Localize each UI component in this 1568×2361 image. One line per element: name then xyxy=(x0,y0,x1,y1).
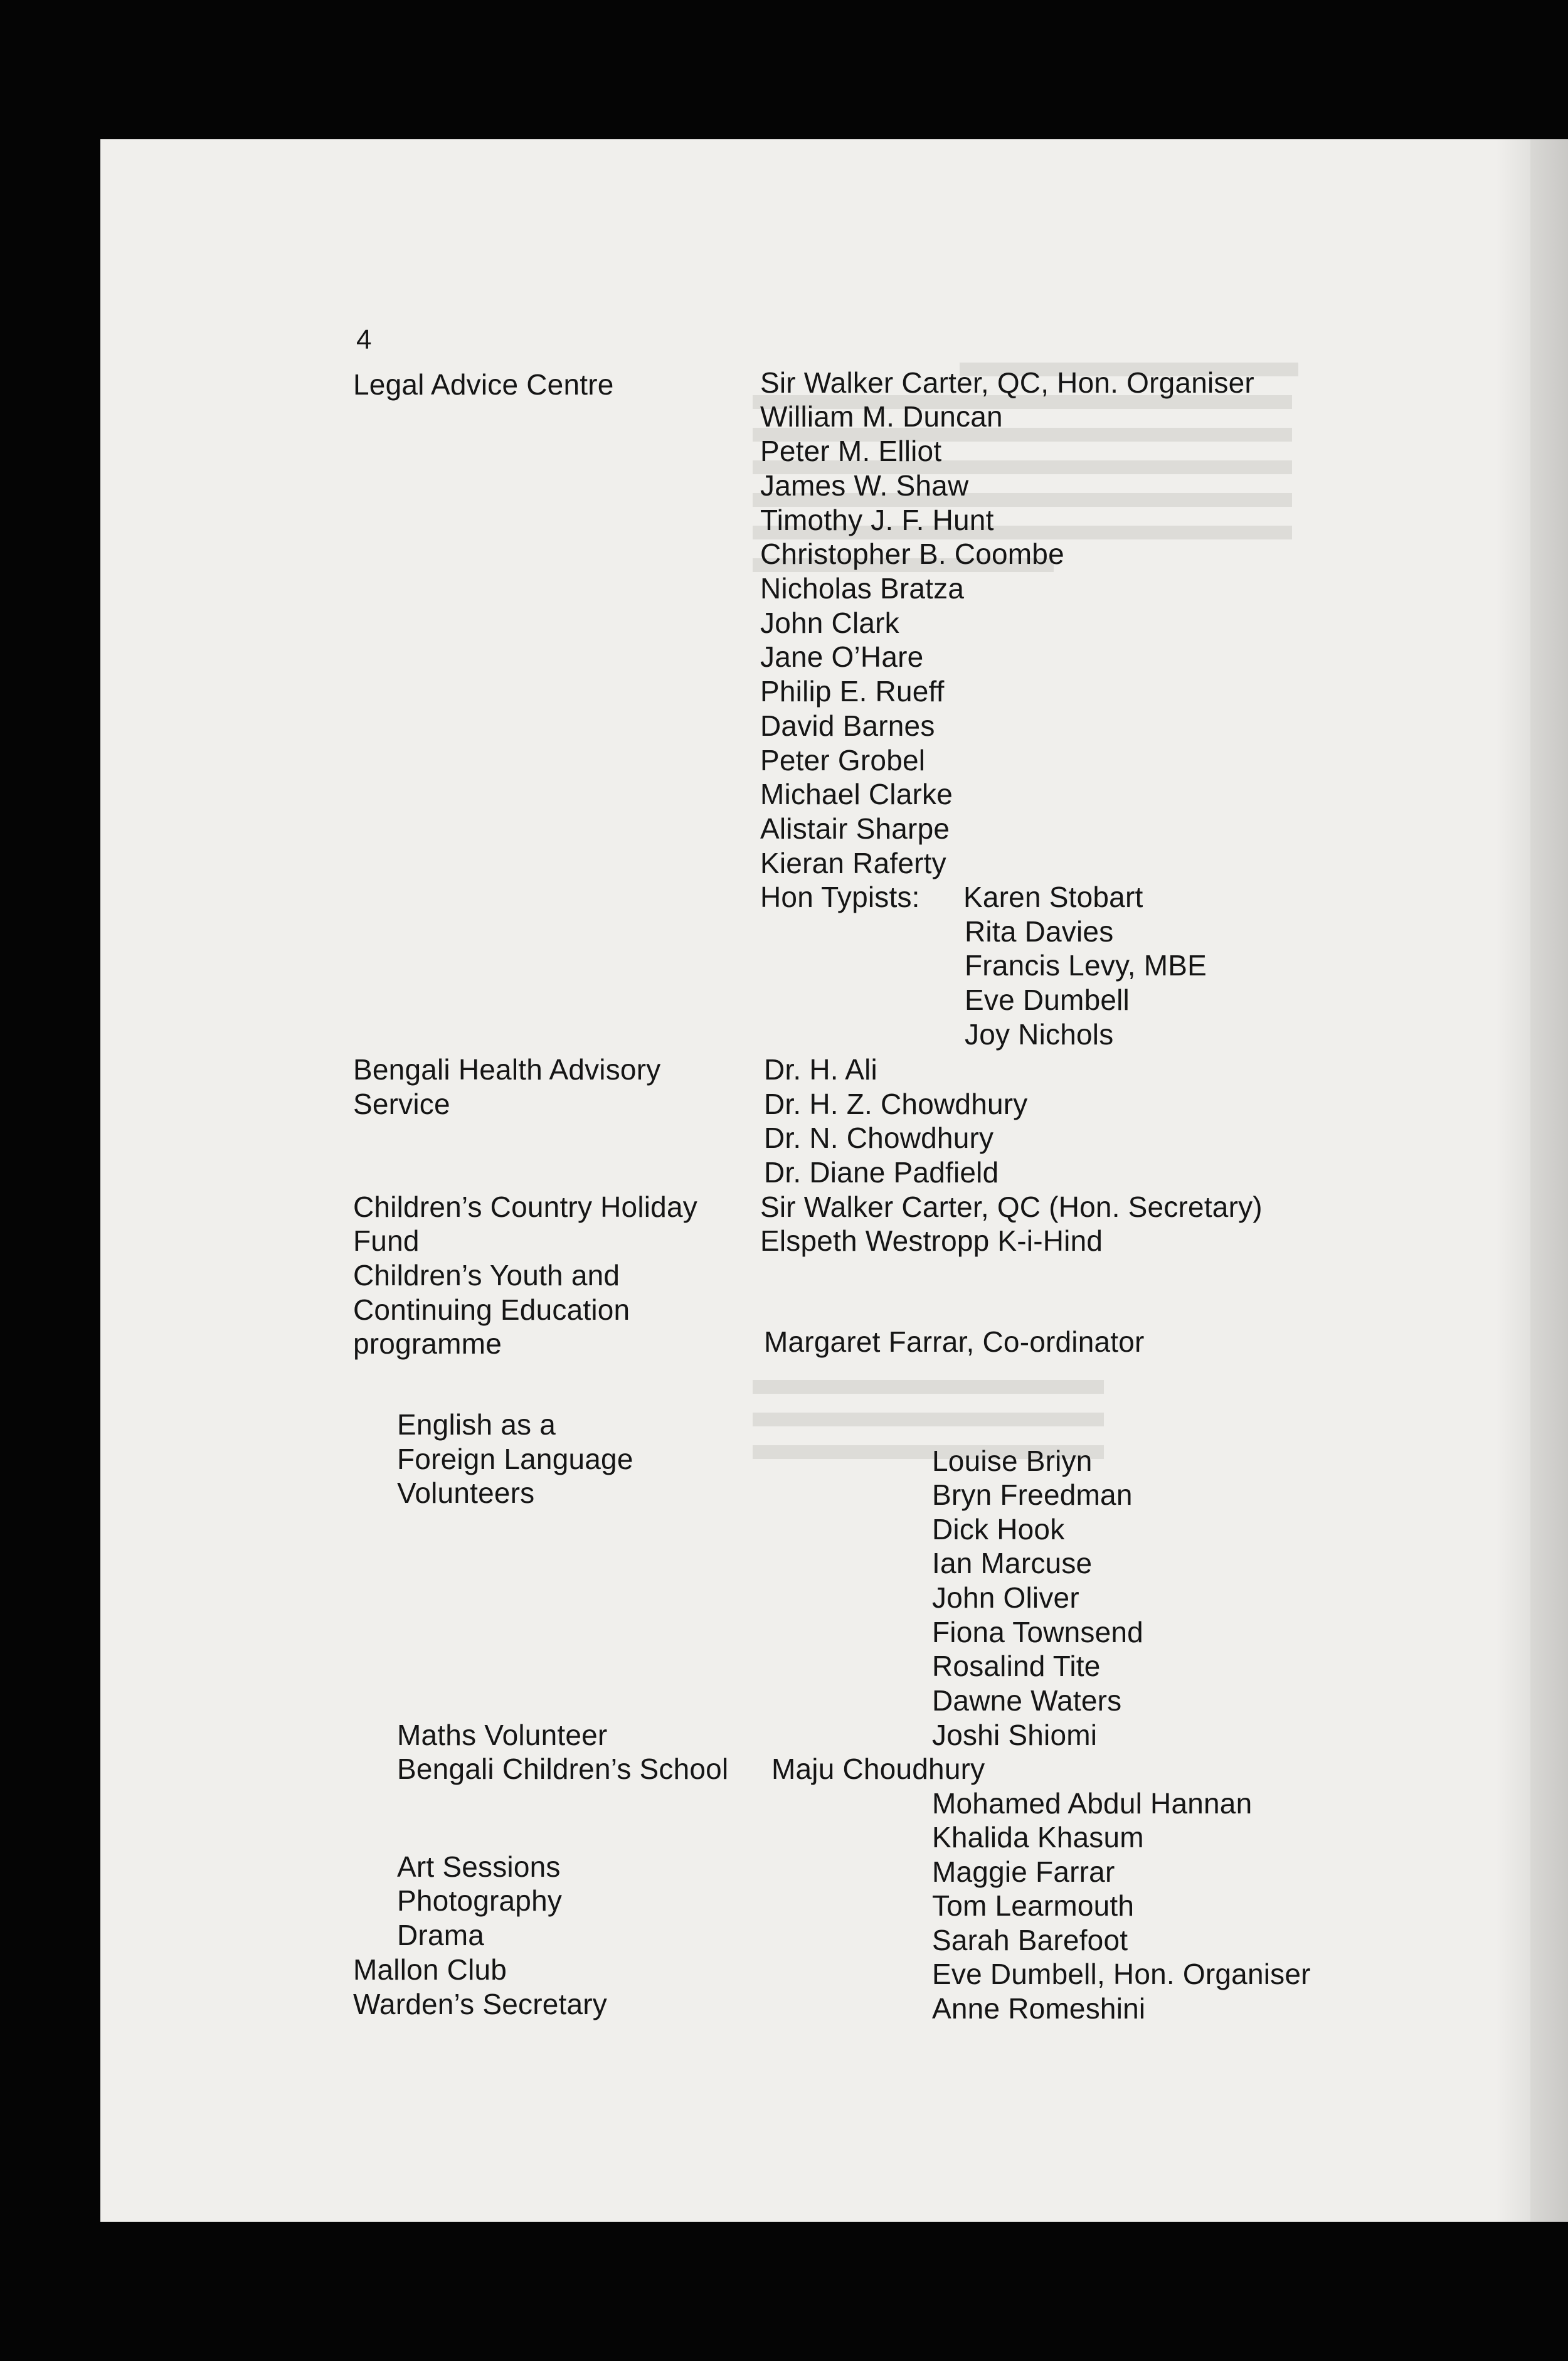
section-label: Drama xyxy=(397,1919,485,1951)
name-entry: Sarah Barefoot xyxy=(932,1924,1128,1956)
section-label: Warden’s Secretary xyxy=(353,1988,607,2020)
facing-page-edge xyxy=(1530,139,1568,2222)
section-label: Bengali Children’s School xyxy=(397,1753,729,1785)
section-label: Foreign Language xyxy=(397,1443,633,1475)
name-entry: John Clark xyxy=(760,607,899,639)
name-entry: Bryn Freedman xyxy=(932,1478,1133,1511)
name-entry: Philip E. Rueff xyxy=(760,675,945,708)
name-entry: Joshi Shiomi xyxy=(932,1719,1098,1751)
name-entry: Rita Davies xyxy=(965,915,1114,948)
section-label: Maths Volunteer xyxy=(397,1719,608,1751)
name-entry: John Oliver xyxy=(932,1581,1079,1614)
name-entry: James W. Shaw xyxy=(760,469,969,502)
section-label: Fund xyxy=(353,1224,420,1257)
name-entry: Jane O’Hare xyxy=(760,640,924,673)
name-entry: David Barnes xyxy=(760,709,935,742)
name-entry: Louise Briyn xyxy=(932,1445,1093,1477)
section-label: Children’s Country Holiday xyxy=(353,1191,697,1223)
section-label: Art Sessions xyxy=(397,1850,561,1883)
name-entry: Joy Nichols xyxy=(965,1018,1114,1051)
name-entry: Khalida Khasum xyxy=(932,1821,1144,1854)
name-entry: Rosalind Tite xyxy=(932,1650,1101,1682)
section-label: Bengali Health Advisory xyxy=(353,1053,661,1086)
name-entry: Anne Romeshini xyxy=(932,1992,1146,2025)
name-entry: Dawne Waters xyxy=(932,1684,1122,1717)
name-entry: Maggie Farrar xyxy=(932,1855,1115,1888)
name-entry: Peter Grobel xyxy=(760,744,926,777)
page-number: 4 xyxy=(356,324,372,355)
section-label: programme xyxy=(353,1327,502,1360)
name-entry: Alistair Sharpe xyxy=(760,812,950,845)
name-entry: Sir Walker Carter, QC, Hon. Organiser xyxy=(760,366,1254,399)
section-label: Mallon Club xyxy=(353,1953,507,1986)
name-entry: Peter M. Elliot xyxy=(760,435,942,467)
name-entry: Karen Stobart xyxy=(963,881,1143,913)
name-entry: Christopher B. Coombe xyxy=(760,538,1064,570)
section-label: Legal Advice Centre xyxy=(353,368,614,401)
name-entry: Mohamed Abdul Hannan xyxy=(932,1787,1253,1820)
name-entry: Michael Clarke xyxy=(760,778,953,810)
name-entry: Sir Walker Carter, QC (Hon. Secretary) xyxy=(760,1191,1263,1223)
spine-shadow xyxy=(1496,139,1530,2222)
name-entry: William M. Duncan xyxy=(760,400,1003,433)
name-entry: Ian Marcuse xyxy=(932,1547,1093,1579)
name-entry: Nicholas Bratza xyxy=(760,572,965,605)
name-entry: Eve Dumbell xyxy=(965,984,1130,1016)
name-entry: Dr. H. Ali xyxy=(764,1053,877,1086)
name-entry: Dr. Diane Padfield xyxy=(764,1156,999,1189)
section-label: Volunteers xyxy=(397,1477,535,1509)
name-entry: Dr. N. Chowdhury xyxy=(764,1122,994,1154)
section-label: Children’s Youth and xyxy=(353,1259,620,1292)
name-entry: Dick Hook xyxy=(932,1513,1065,1546)
section-label: Photography xyxy=(397,1884,563,1917)
name-entry: Kieran Raferty xyxy=(760,847,946,879)
section-label: Hon Typists: xyxy=(760,881,920,913)
name-entry: Francis Levy, MBE xyxy=(965,949,1207,982)
name-entry: Margaret Farrar, Co-ordinator xyxy=(764,1325,1145,1358)
section-label: Continuing Education xyxy=(353,1293,630,1326)
name-entry: Elspeth Westropp K-i-Hind xyxy=(760,1224,1103,1257)
name-entry: Timothy J. F. Hunt xyxy=(760,504,994,536)
name-entry: Maju Choudhury xyxy=(771,1753,985,1785)
section-label: Service xyxy=(353,1088,450,1120)
name-entry: Dr. H. Z. Chowdhury xyxy=(764,1088,1028,1120)
name-entry: Fiona Townsend xyxy=(932,1616,1143,1648)
name-entry: Tom Learmouth xyxy=(932,1889,1135,1922)
section-label: English as a xyxy=(397,1408,556,1441)
name-entry: Eve Dumbell, Hon. Organiser xyxy=(932,1958,1311,1990)
